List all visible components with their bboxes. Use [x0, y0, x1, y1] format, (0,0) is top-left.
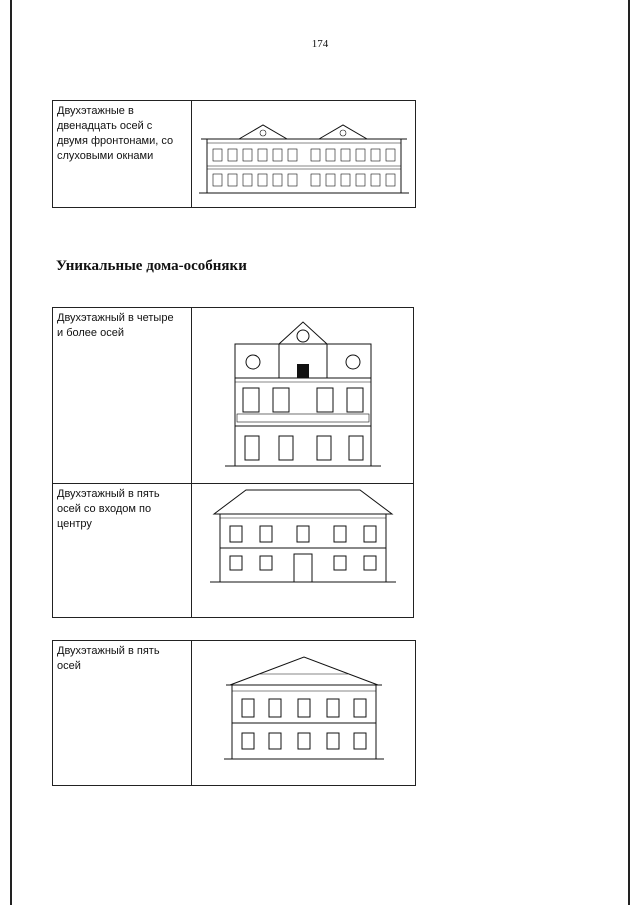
upper-windows [230, 526, 376, 542]
building-description: Двухэтажные в двенадцать осей с двумя фронтонами, со слуховыми окнами [57, 105, 174, 162]
building-description-cell [53, 484, 192, 618]
central-door [294, 554, 312, 582]
lower-windows [230, 556, 376, 570]
building-drawing-cell [192, 101, 416, 208]
facade-drawing-five-axes [224, 651, 384, 771]
building-description: Двухэтажный в пять осей [57, 645, 160, 672]
building-table-1 [52, 100, 416, 208]
building-table-2 [52, 307, 414, 618]
middle-floor-windows [243, 388, 363, 412]
page-number: 174 [311, 38, 329, 50]
table-row [53, 484, 414, 618]
ground-floor-windows [245, 436, 363, 460]
section-heading: Уникальные дома-особняки [56, 258, 247, 274]
facade-drawing-five-axes-central-entrance [210, 486, 396, 586]
building-description-cell [53, 641, 192, 786]
facade-drawing-twelve-axes [199, 117, 409, 201]
table-row [53, 101, 416, 208]
upper-windows [242, 699, 366, 717]
lower-windows [242, 733, 366, 749]
facade-drawing-four-axes [223, 314, 383, 474]
table-row [53, 308, 414, 484]
building-description-cell [53, 101, 192, 208]
upper-windows [213, 149, 395, 161]
building-description: Двухэтажный в четыре и более осей [57, 312, 174, 339]
building-description-cell [53, 308, 192, 484]
building-description: Двухэтажный в пять осей со входом по центру [57, 488, 160, 530]
building-table-3 [52, 640, 416, 786]
table-row [53, 641, 416, 786]
building-drawing-cell [192, 484, 414, 618]
lower-windows [213, 174, 395, 186]
building-drawing-cell [192, 308, 414, 484]
building-drawing-cell [192, 641, 416, 786]
